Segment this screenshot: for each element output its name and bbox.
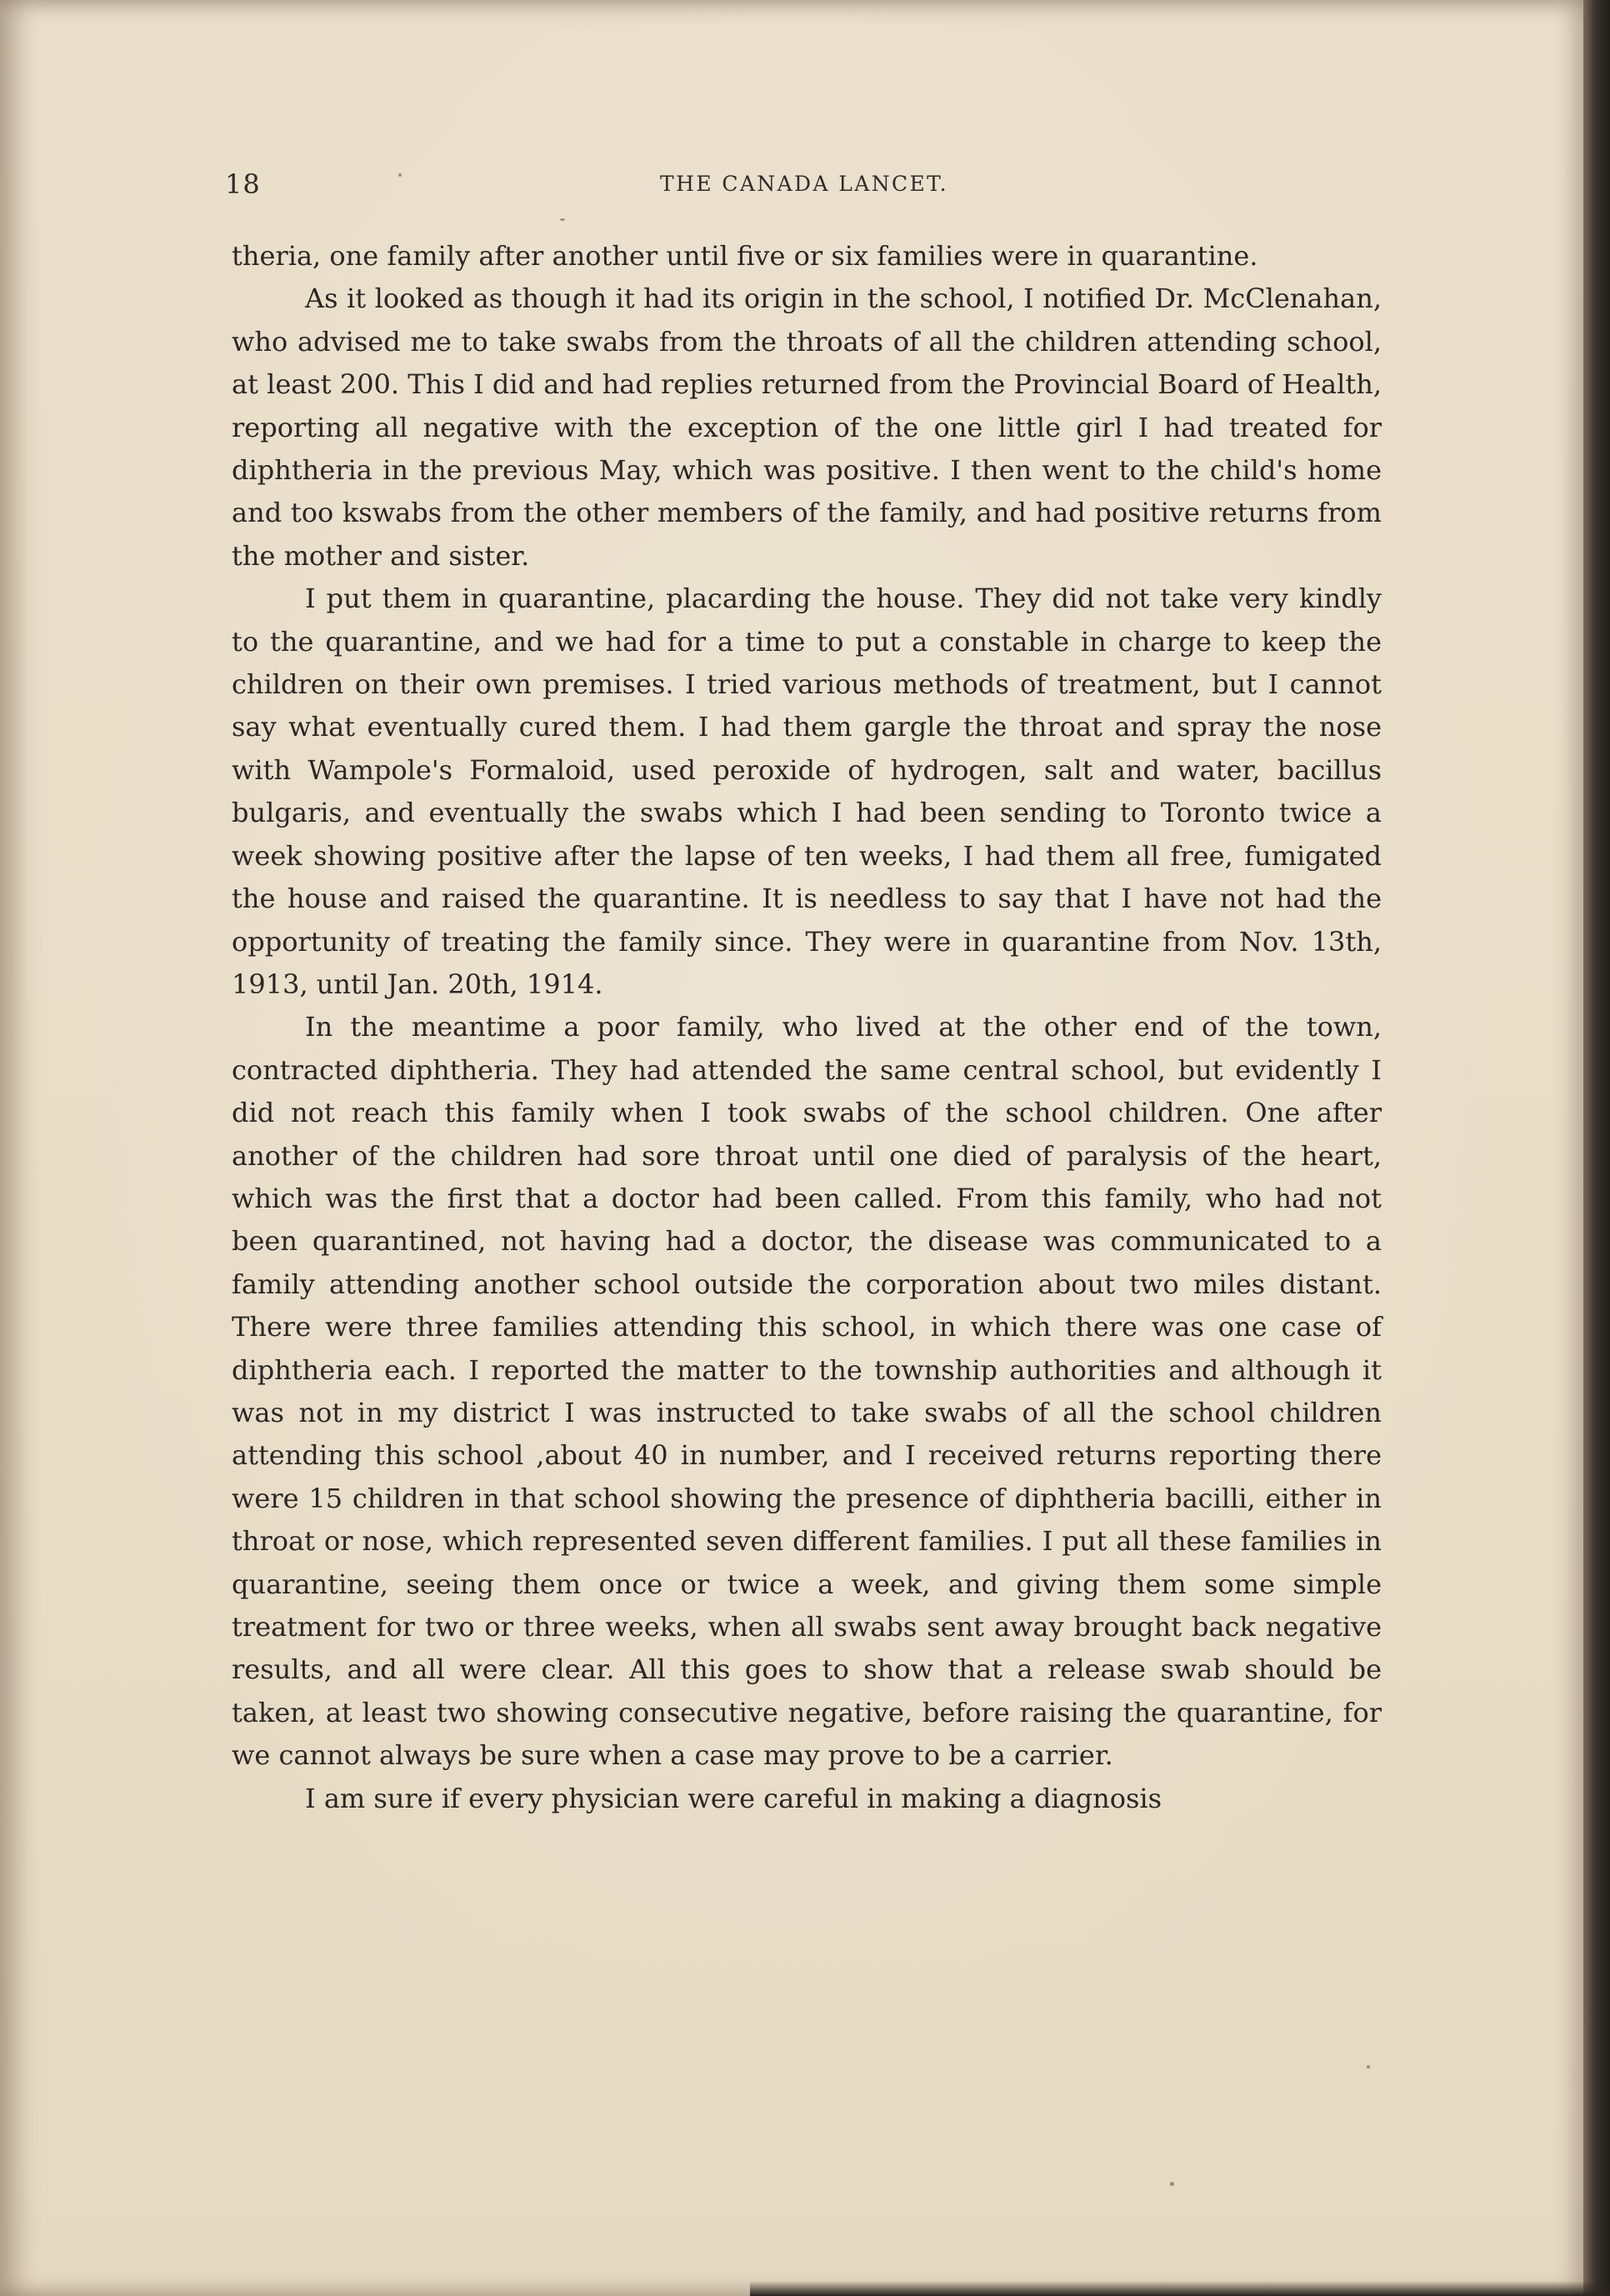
paper-speck: [1367, 2065, 1370, 2068]
paragraph-continued: theria, one family after another until five or six families were in quarantine.: [232, 240, 1258, 272]
paragraph: As it looked as though it had its origin in the school, I notified Dr. McClenahan, who advised me to take swabs from the throats of all the children attending school, at least 200. This I did and had replies returned from the Provincial Board of Health, reporting all negative with the exception of the one little girl I had treated for diphtheria in the previous May, which was positive. I then went to the child's home and too kswabs from the other members of the family, and had positive returns from the mother and sister.: [232, 283, 1382, 572]
paper-speck: [398, 173, 402, 177]
book-edge: [1583, 0, 1610, 2296]
page-number: 18: [225, 168, 261, 200]
paragraph: I put them in quarantine, placarding the house. They did not take very kindly to the quarantine, and we had for a time to put a constable in charge to keep the children on their own premises. I tried various methods of treatment, but I cannot say what eventually cured them. I had them gargle the throat and spray the nose with Wampole's Formaloid, used peroxide of hydrogen, salt and water, bacillus bulgaris, and eventually the swabs which I had been sending to Toronto twice a week showing positive after the lapse of ten weeks, I had them all free, fumigated the house and raised the quarantine. It is needless to say that I have not had the opportunity of treating the family since. They were in quarantine from Nov. 13th, 1913, until Jan. 20th, 1914.: [232, 583, 1382, 1000]
running-head: THE CANADA LANCET.: [660, 172, 948, 196]
paragraph: In the meantime a poor family, who lived at the other end of the town, contracted diphtheria. They had attended the same central school, but evidently I did not reach this family when I took swabs of the school children. One after another of the children had sore throat until one died of paralysis of the heart, which was the first that a doctor had been called. From this family, who had not been quarantined, not having had a doctor, the disease was communicated to a family attending another school outside the corporation about two miles distant. There were three families attending this school, in which there was one case of diphtheria each. I reported the matter to the township authorities and although it was not in my district I was instructed to take swabs of all the school children attending this school ,about 40 in number, and I received returns reporting there were 15 children in that school showing the presence of diphtheria bacilli, either in throat or nose, which represented seven different families. I put all these families in quarantine, seeing them once or twice a week, and giving them some simple treatment for two or three weeks, when all swabs sent away brought back negative results, and all were clear. All this goes to show that a release swab should be taken, at least two showing consecutive negative, before raising the quarantine, for we cannot always be sure when a case may prove to be a carrier.: [232, 1011, 1382, 1772]
article-body: [232, 235, 1382, 1820]
paragraph: I am sure if every physician were careful in making a diagnosis: [305, 1782, 1162, 1814]
paper-speck: [1170, 2182, 1174, 2186]
paper-speck: [560, 218, 565, 221]
book-bottom-edge: [750, 2281, 1610, 2296]
